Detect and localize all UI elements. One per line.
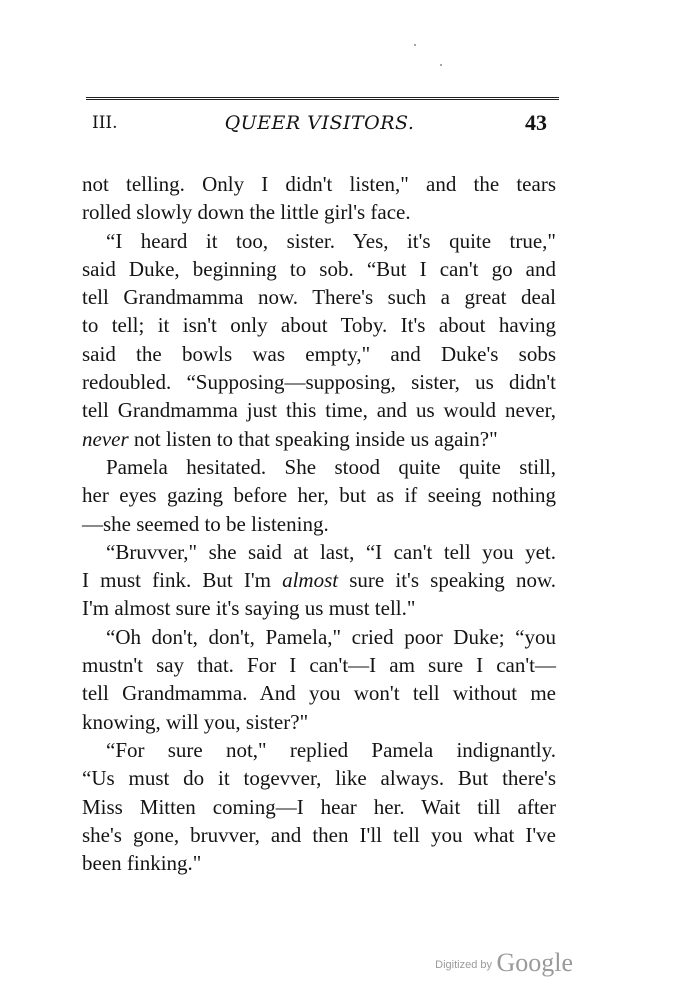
text-line: never not listen to that speaking inside us again?" — [82, 426, 498, 451]
emphasis: almost — [282, 568, 339, 593]
digitization-watermark — [435, 948, 573, 980]
header-rule-bottom — [86, 99, 559, 100]
text-line: said Duke, beginning to sob. “But I can't go and — [82, 256, 556, 281]
digitized-by-label: Digitized by — [435, 959, 492, 971]
text-line: rolled slowly down the little girl's face. — [82, 200, 411, 225]
text-line: I'm almost sure it's saying us must tell." — [82, 596, 416, 621]
text-line: knowing, will you, sister?" — [82, 709, 309, 734]
text-line: tell Grandmamma now. There's such a great deal — [82, 285, 556, 310]
running-header — [92, 108, 547, 138]
text-line: “I heard it too, sister. Yes, it's quite true," — [106, 228, 556, 253]
chapter-number: III. — [92, 113, 118, 133]
text-line: “Us must do it togevver, like always. But there's — [82, 766, 556, 791]
text-line: mustn't say that. For I can't—I am sure I can't— — [82, 653, 556, 678]
text-line: tell Grandmamma just this time, and us would never, — [82, 398, 556, 423]
text-line: “Bruvver," she said at last, “I can't tell you yet. — [106, 539, 556, 564]
emphasis: never — [82, 426, 129, 451]
running-title: QUEER VISITORS. — [224, 112, 415, 134]
page-speck — [440, 64, 442, 66]
text-line: I must fink. But I'm almost sure it's speaking now. — [82, 568, 556, 593]
text-line: to tell; it isn't only about Toby. It's about having — [82, 313, 556, 338]
text-line: been finking." — [82, 851, 202, 876]
text-line: she's gone, bruvver, and then I'll tell you what I've — [82, 822, 556, 847]
text-line: not telling. Only I didn't listen," and the tears — [82, 172, 556, 196]
text-line: Miss Mitten coming—I hear her. Wait till after — [82, 794, 556, 819]
text-line: —she seemed to be listening. — [82, 511, 329, 536]
header-rule-top — [86, 97, 559, 98]
text-line: her eyes gazing before her, but as if seeing nothing — [82, 483, 556, 508]
page-number: 43 — [525, 110, 547, 135]
text-line: Pamela hesitated. She stood quite quite still, — [106, 454, 556, 479]
text-line: “For sure not," replied Pamela indignantly. — [106, 737, 556, 762]
page-speck — [414, 44, 416, 46]
text-line: “Oh don't, don't, Pamela," cried poor Duke; “you — [106, 624, 556, 649]
text-line: redoubled. “Supposing—supposing, sister, us didn't — [82, 370, 556, 395]
text-line: tell Grandmamma. And you won't tell without me — [82, 681, 556, 706]
text-line: said the bowls was empty," and Duke's sobs — [82, 341, 556, 366]
google-logo: Google — [496, 948, 573, 977]
body-text — [82, 170, 556, 877]
